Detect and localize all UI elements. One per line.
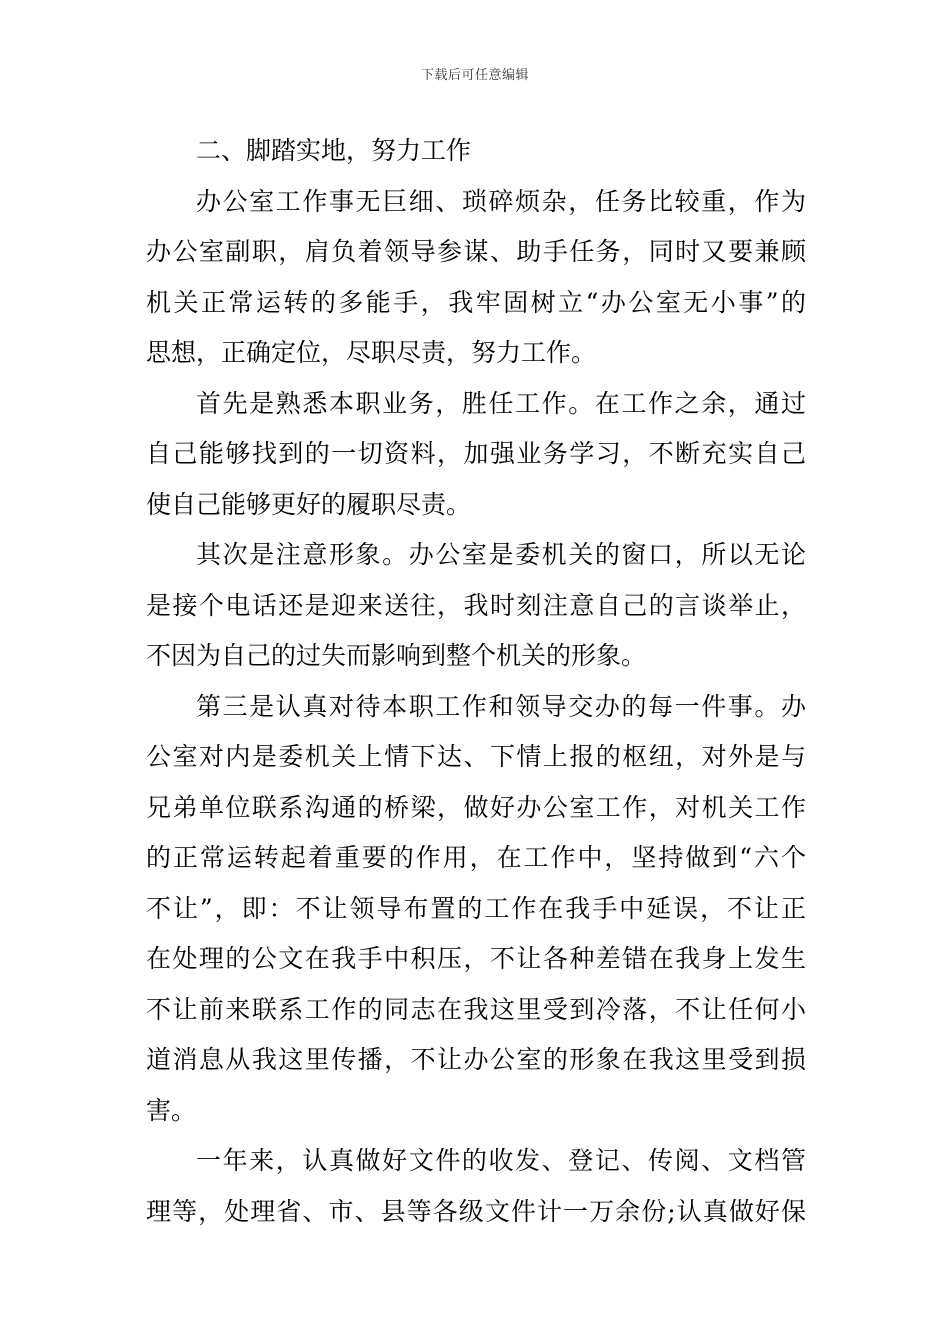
paragraph-line: 其次是注意形象。办公室是委机关的窗口，所以无论 xyxy=(196,540,806,569)
paragraph-line: 机关正常运转的多能手，我牢固树立“办公室无小事”的 xyxy=(146,287,806,317)
paragraph-line: 办公室副职，肩负着领导参谋、助手任务，同时又要兼顾 xyxy=(146,237,806,266)
paragraph-line: 不因为自己的过失而影响到整个机关的形象。 xyxy=(146,641,647,670)
paragraph-line: 公室对内是委机关上情下达、下情上报的枢纽，对外是与 xyxy=(146,742,806,771)
document-body xyxy=(146,128,806,1239)
paragraph-line: 办公室工作事无巨细、琐碎烦杂，任务比较重，作为 xyxy=(196,186,806,216)
paragraph-line: 是接个电话还是迎来送往，我时刻注意自己的言谈举止， xyxy=(146,590,806,620)
paragraph-line: 的正常运转起着重要的作用，在工作中，坚持做到“六个 xyxy=(146,843,806,872)
paragraph-line: 道消息从我这里传播，不让办公室的形象在我这里受到损 xyxy=(146,1045,806,1074)
paragraph-line: 思想，正确定位，尽职尽责，努力工作。 xyxy=(146,338,597,367)
paragraph-line: 害。 xyxy=(146,1095,197,1125)
paragraph-line: 不让前来联系工作的同志在我这里受到冷落，不让任何小 xyxy=(146,994,806,1024)
paragraph-line: 一年来，认真做好文件的收发、登记、传阅、文档管 xyxy=(196,1146,806,1175)
paragraph-line: 兄弟单位联系沟通的桥梁，做好办公室工作，对机关工作 xyxy=(146,792,806,822)
paragraph-line: 不让”，即：不让领导布置的工作在我手中延误，不让正 xyxy=(146,893,806,923)
paragraph-line: 使自己能够更好的履职尽责。 xyxy=(146,489,472,519)
paragraph-line: 首先是熟悉本职业务，胜任工作。在工作之余，通过 xyxy=(196,388,806,418)
paragraph-line: 第三是认真对待本职工作和领导交办的每一件事。办 xyxy=(196,691,806,721)
section-heading: 二、脚踏实地，努力工作 xyxy=(196,136,472,165)
paragraph-line: 理等，处理省、市、县等各级文件计一万余份;认真做好保 xyxy=(146,1196,806,1226)
paragraph-line: 自己能够找到的一切资料，加强业务学习，不断充实自己 xyxy=(146,439,806,468)
paragraph-line: 在处理的公文在我手中积压，不让各种差错在我身上发生 xyxy=(146,944,806,973)
page-header-note: 下载后可任意编辑 xyxy=(420,68,529,83)
